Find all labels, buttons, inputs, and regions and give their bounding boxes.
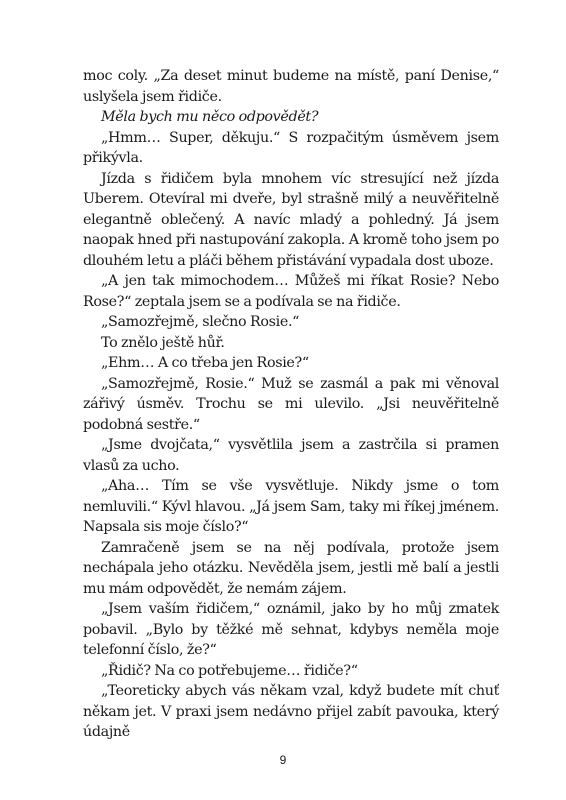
paragraph: „Řidič? Na co potřebujeme… řidiče?“ (101, 662, 358, 679)
paragraph: „Jsme dvojčata,“ vysvětlila jsem a zastrčila si pramen vlasů za ucho. (83, 437, 499, 474)
body-text (83, 66, 499, 743)
paragraph: moc coly. „Za deset minut budeme na místě, paní Denise,“ uslyšela jsem řidiče. (83, 68, 499, 105)
paragraph: Měla bych mu něco odpovědět? (101, 109, 319, 125)
paragraph: „Jsem vaším řidičem,“ oznámil, jako by ho můj zmatek pobavil. „Bylo by těžké mě sehnat, kdybys neměla moje telefonní číslo, že?“ (83, 601, 499, 658)
paragraph: „Hmm… Super, děkuju.“ S rozpačitým úsměvem jsem přikývla. (83, 129, 499, 166)
paragraph: „Teoreticky abych vás někam vzal, když budete mít chuť někam jet. V praxi jsem nedávno přijel zabít pavouka, který údajně (83, 683, 499, 740)
paragraph: Zamračeně jsem se na něj podívala, protože jsem nechápala jeho otázku. Nevěděla jsem, jestli mě balí a jestli mu mám odpovědět, že nemám zájem. (83, 539, 499, 597)
paragraph: Jízda s řidičem byla mnohem víc stresující než jízda Uberem. Otevíral mi dveře, byl strašně milý a neuvěřitelně elegantně oblečený. A navíc mladý a pohledný. Já jsem naopak hned při nastupování zakopla. A kromě toho jsem po dlouhém letu a pláči během přistávání vypadala dost uboze. (83, 170, 499, 269)
paragraph: „Samozřejmě, Rosie.“ Muž se zasmál a pak mi věnoval zářivý úsměv. Trochu se mi ulevilo. „Jsi neuvěřitelně podobná sestře.“ (83, 375, 499, 433)
paragraph: To znělo ještě hůř. (101, 334, 225, 351)
paragraph: „Ehm… A co třeba jen Rosie?“ (101, 355, 309, 371)
page-number: 9 (279, 753, 287, 767)
paragraph: „Samozřejmě, slečno Rosie.“ (101, 314, 300, 330)
paragraph: „Aha… Tím se vše vysvětluje. Nikdy jsme o tom nemluvili.“ Kývl hlavou. „Já jsem Sam, taky mi říkej jménem. Napsala sis moje číslo?“ (83, 478, 499, 535)
paragraph: „A jen tak mimochodem… Můžeš mi říkat Rosie? Nebo Rose?“ zeptala jsem se a podívala se na řidiče. (83, 273, 499, 310)
